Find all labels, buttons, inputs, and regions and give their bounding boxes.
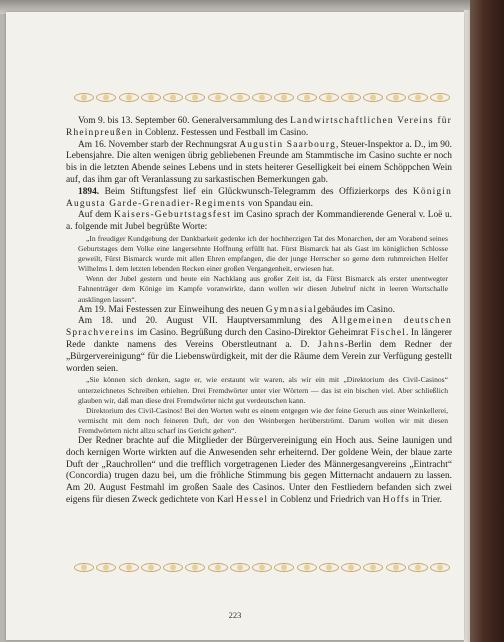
ornament-motif (163, 93, 183, 102)
body-paragraph (66, 316, 452, 375)
ornament-motif (119, 93, 139, 102)
text-segment: im Casino. Begrüßung durch den Casino-Direktor Geheimrat (134, 328, 371, 339)
text-segment: Vom 9. bis 13. September 60. Generalversammlung des (78, 116, 291, 126)
ornament-motif (74, 93, 94, 102)
text-segment: „Sie können sich denken, sagte er, wie erstaunt wir waren, als wir ein mit „Direktorium des Civil-Casinos“ unterzeichnetes Schreiben erhielten. Drei Fremdwörter unter vier Wörtern — das ist ein bischen viel. Aber schließlich glauben wir, daß man diese drei Fremdwörter nicht gut verdeutschen kann. (78, 375, 448, 405)
body-paragraph (66, 210, 452, 234)
body-paragraph (66, 116, 452, 140)
ornament-motif (252, 93, 272, 102)
ornament-motif (163, 563, 183, 572)
ornament-motif (274, 93, 294, 102)
text-segment: Beim Stiftungsfest lief ein Glückwunsch-Telegramm des Offizierkorps des (99, 186, 413, 197)
text-segment: „In freudiger Kundgebung der Dankbarkeit gedenke ich der hochherzigen Tat des Monarchen, der am Vorabend seines Geburtstages dem Volke eine langersehnte Hoffnung erfüllt hat. Fürst Bismarck hat als Gast im königlichen Schlosse geweilt, Fürst Bismarck wurde mit allen Ehren empfangen, die der junge Herrscher so gerne dem ruhmreichen Helfer Wilhelms I. dem letzten lebenden Recken einer großen Vergangenheit, erwiesen hat. (78, 233, 448, 274)
text-segment: Direktorium des Civil-Casinos! Bei den Worten weht es einem entgegen wie der feine Geruch aus einer Weinkellerei, vermischt mit dem noch feineren Duft, der von den Weinbergen herüberströmt. Darum wollen wir mit diesen Fremdwörtern nicht allzu scharf ins Gericht gehen“. (78, 405, 448, 435)
ornament-motif (185, 563, 205, 572)
text-segment: von Spandau ein. (245, 198, 313, 209)
text-segment: Hessel (236, 494, 269, 505)
text-segment: im Casino sprach der Kommandierende General v. Loë u. a. folgende mit Jubel begrüßte Worte: (66, 210, 452, 233)
book-binding (470, 0, 504, 642)
body-paragraph (66, 187, 452, 211)
quote-paragraph (66, 274, 452, 304)
text-segment: . In längerer Rede dankte namens des Vereins Oberstleutnant a. D. (66, 328, 452, 351)
ornament-motif (230, 93, 250, 102)
ornament-motif (96, 93, 116, 102)
ornament-motif (252, 563, 272, 572)
text-segment: -Berlin dem Redner der „Bürgervereinigung“ für die Liebenswürdigkeit, mit der die Räume dem Verein zur Verfügung gestellt worden seien. (66, 340, 452, 374)
text-segment: in Coblenz. Festessen und Festball im Casino. (133, 127, 309, 138)
body-paragraph (66, 140, 452, 187)
text-segment: Hoffs (382, 494, 410, 505)
text-segment: Landwirtschaftlichen Vereins für Rheinpreußen (66, 116, 452, 138)
text-segment: Jahns (317, 340, 345, 351)
text-segment: gebäudes im Casino. (317, 304, 396, 315)
page-text (66, 116, 452, 507)
quote-paragraph (66, 406, 452, 436)
ornament-motif (363, 563, 383, 572)
page-number: 223 (228, 610, 242, 620)
book-page (6, 12, 464, 640)
quote-paragraph (66, 375, 452, 405)
ornament-border-top (73, 90, 451, 104)
ornament-motif (319, 93, 339, 102)
ornament-motif (119, 563, 139, 572)
text-segment: Allgemeinen deutschen Sprachvereins (66, 316, 453, 339)
text-segment: Gymnasial (265, 304, 318, 315)
ornament-motif (141, 563, 161, 572)
ornament-motif (297, 563, 317, 572)
text-segment: , Steuer-Inspektor a. D., im 90. Lebensjahre. Die alten wenigen übrig gebliebenen Freunde am Stammtische im Casino suchte er noch bis in die letzten Abende seines Lebens und in stets heiterer Geselligkeit bei einem Schöppchen Wein auf, das ihm gar oft Veranlassung zu sarkastischen Bemerkungen gab. (66, 139, 452, 185)
text-segment: Wenn der Jubel gestern und heute ein Nachklang aus großer Zeit ist, da Fürst Bismarck als erster unentwegter Fahnenträger dem Könige im Kampfe voranwirkte, dann wollen wir diesen Jubelruf nicht in leeren Wortschalle ausklingen lassen“. (78, 274, 448, 304)
text-segment: Der Redner brachte auf die Mitglieder der Bürgervereinigung ein Hoch aus. Seine launigen und doch kernigen Worte wirkten auf die Anwesenden sehr erheiternd. Der goldene Wein, der blaue zarte Duft der „Rauchrollen“ und die trefflich vorgetragenen Lieder des Männergesangvereins „Eintracht“ (Concordia) trugen dazu bei, um die fröhliche Stimmung bis gegen Mitternacht andauern zu lassen. Am 20. August Festmahl im großen Saale des Casinos. Unter den Festliedern befanden sich zwei eigens für diesen Zweck gedichtete von Karl (66, 435, 452, 505)
text-segment: Am 16. November starb der Rechnungsrat (78, 139, 240, 150)
ornament-motif (363, 93, 383, 102)
ornament-motif (386, 93, 406, 102)
ornament-motif (430, 93, 450, 102)
ornament-motif (408, 563, 428, 572)
text-segment: Am 19. Mai Festessen zur Einweihung des neuen (78, 304, 266, 315)
ornament-motif (208, 93, 228, 102)
text-segment: in Trier. (409, 494, 442, 505)
ornament-motif (430, 563, 450, 572)
text-segment: 1894. (78, 186, 100, 197)
body-paragraph (66, 436, 452, 507)
ornament-motif (230, 563, 250, 572)
ornament-motif (341, 563, 361, 572)
text-segment: Am 18. und 20. August VII. Hauptversammlung des (78, 316, 332, 327)
text-segment: Augustin Saarbourg (239, 139, 336, 150)
ornament-border-bottom (73, 560, 451, 574)
ornament-motif (386, 563, 406, 572)
ornament-motif (96, 563, 116, 572)
ornament-motif (141, 93, 161, 102)
quote-paragraph (66, 234, 452, 274)
ornament-motif (297, 93, 317, 102)
text-segment: Königin Augusta Garde-Grenadier-Regiments (66, 186, 452, 209)
page-edges (464, 10, 470, 642)
text-segment: Kaisers-Geburtstagsfest (113, 210, 232, 221)
ornament-motif (341, 93, 361, 102)
ornament-motif (319, 563, 339, 572)
ornament-motif (74, 563, 94, 572)
text-segment: Fischel (370, 328, 406, 339)
text-segment: in Coblenz und Friedrich van (268, 494, 383, 505)
body-paragraph (66, 305, 452, 317)
text-segment: Auf dem (78, 210, 114, 221)
ornament-motif (408, 93, 428, 102)
ornament-motif (274, 563, 294, 572)
ornament-motif (185, 93, 205, 102)
ornament-motif (208, 563, 228, 572)
